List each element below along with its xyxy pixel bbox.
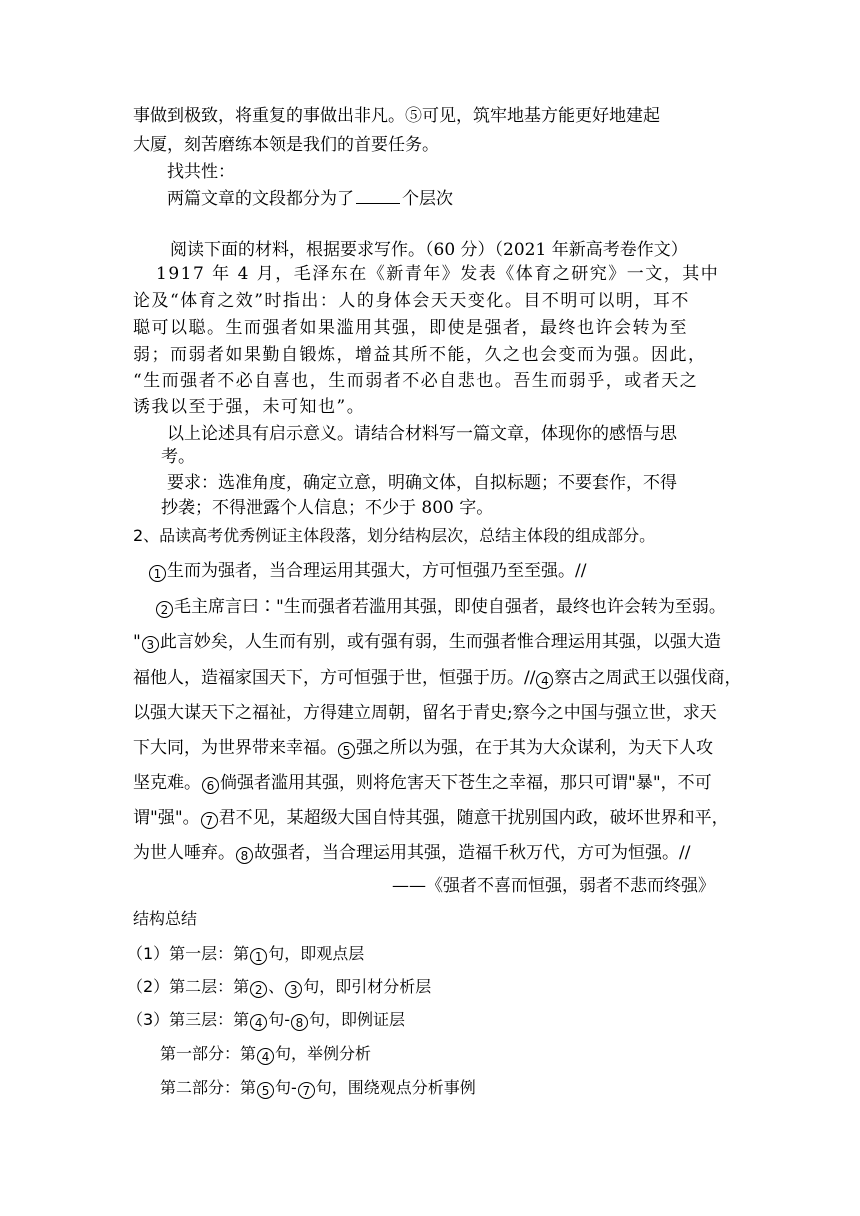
material-line: 1917 年 4 月，毛泽东在《新青年》发表《体育之研究》一文，其中 <box>156 264 720 284</box>
text-segment: （3）第三层：第 <box>127 1010 250 1029</box>
text-segment: 下大同，为世界带来幸福。 <box>133 738 337 758</box>
circled-number: 7 <box>298 1082 315 1099</box>
text-segment: 察古之周武王以强伐商， <box>554 668 742 688</box>
text-segment: 句，即观点层 <box>268 944 365 963</box>
circled-number: 6 <box>202 777 219 794</box>
text-segment: 生而为强者，当合理运用其强大，方可恒强乃至至强。// <box>167 561 587 581</box>
circled-number: 2 <box>156 601 173 618</box>
text-segment: 强之所以为强，在于其为大众谋利，为天下人攻 <box>356 738 713 758</box>
material-line: 聪可以聪。生而强者如果滥用其强，即使是强者，最终也许会转为至 <box>133 318 688 338</box>
summary-row <box>127 943 364 965</box>
text-segment: 君不见，某超级大国自恃其强，随意干扰别国内政，破坏世界和平， <box>218 808 729 828</box>
text-segment: 句- <box>275 1078 297 1097</box>
text-segment: " <box>133 632 141 652</box>
summary-title: 结构总结 <box>133 909 198 928</box>
summary-row <box>127 1009 405 1031</box>
text-segment: 此言妙矣，人生而有别，或有强有弱，生而强者惟合理运用其强，以强大造 <box>159 632 721 652</box>
text-segment: （2）第二层：第 <box>127 977 250 996</box>
fill-blank-line <box>167 187 453 210</box>
text-line: 事做到极致，将重复的事做出非凡。⑤可见，筑牢地基方能更好地建起 <box>133 106 660 126</box>
task-heading: 2、品读高考优秀例证主体段落，划分结构层次，总结主体段的组成部分。 <box>133 526 656 545</box>
summary-subrow <box>160 1043 371 1065</box>
circled-number: 8 <box>291 1014 308 1031</box>
text-segment: 第一部分：第 <box>160 1044 257 1063</box>
example-line <box>148 560 586 582</box>
circled-number: 1 <box>250 948 267 965</box>
example-line: 以强大谋天下之福祉，方得建立周朝，留名于青史;察今之中国与强立世，求天 <box>133 703 717 723</box>
text-segment: 、 <box>268 977 285 996</box>
text-segment: 倘强者滥用其强，则将危害天下苍生之幸福，那只可谓"暴"，不可 <box>220 773 712 793</box>
text-segment: 句- <box>268 1010 290 1029</box>
inspiration-line: 考。 <box>161 447 195 467</box>
circled-number: 4 <box>536 672 553 689</box>
material-line: 诱我以至于强，未可知也”。 <box>133 397 366 417</box>
text-segment: 毛主席言曰∶"生而强者若滥用其强，即使自强者，最终也许会转为至弱。 <box>174 597 726 617</box>
inspiration-line: 以上论述具有启示意义。请结合材料写一篇文章，体现你的感悟与思 <box>167 424 677 444</box>
circled-number: 5 <box>338 742 355 759</box>
text-segment: 两篇文章的文段都分为了 <box>167 189 354 209</box>
summary-row <box>127 976 431 998</box>
example-line <box>133 772 712 794</box>
text-segment: 句，即例证层 <box>308 1010 405 1029</box>
example-line <box>133 807 729 829</box>
circled-number: 5 <box>257 1082 274 1099</box>
text-segment: 第二部分：第 <box>160 1078 257 1097</box>
example-line <box>133 631 721 653</box>
example-line <box>133 737 713 759</box>
circled-number: 8 <box>236 847 253 864</box>
requirement-line: 抄袭；不得泄露个人信息；不少于 800 字。 <box>161 498 494 518</box>
find-common-label: 找共性： <box>167 162 235 182</box>
text-segment: 个层次 <box>402 189 453 209</box>
circled-number: 3 <box>142 636 159 653</box>
example-line <box>133 842 690 864</box>
example-line <box>155 596 726 618</box>
circled-number: 2 <box>250 981 267 998</box>
requirement-line: 要求：选准角度，确定立意，明确文体，自拟标题；不要套作，不得 <box>167 473 677 493</box>
text-segment: 故强者，当合理运用其强，造福千秋万代，方可为恒强。// <box>254 843 691 863</box>
summary-subrow <box>160 1077 476 1099</box>
material-intro: 阅读下面的材料，根据要求写作。（60 分）（2021 年新高考卷作文） <box>170 240 688 260</box>
example-line <box>133 667 741 689</box>
text-segment: 谓"强"。 <box>133 808 200 828</box>
circled-number: 3 <box>285 981 302 998</box>
text-segment: 为世人唾弃。 <box>133 843 235 863</box>
text-segment: （1）第一层：第 <box>127 944 250 963</box>
circled-number: 7 <box>201 812 218 829</box>
material-line: 论及“体育之效”时指出：人的身体会天天变化。目不明可以明，耳不 <box>133 291 690 311</box>
circled-number: 1 <box>149 565 166 582</box>
circled-number: 4 <box>257 1048 274 1065</box>
example-source: ——《强者不喜而恒强，弱者不悲而终强》 <box>392 876 715 896</box>
text-segment: 福他人，造福家国天下，方可恒强于世，恒强于历。// <box>133 668 536 688</box>
material-line: “生而强者不必自喜也，生而弱者不必自悲也。吾生而弱乎，或者天之 <box>133 371 699 391</box>
material-line: 弱；而弱者如果勤自锻炼，增益其所不能，久之也会变而为强。因此， <box>133 345 707 365</box>
text-segment: 句，围绕观点分析事例 <box>315 1078 476 1097</box>
text-segment: 坚克难。 <box>133 773 201 793</box>
text-segment: 句，举例分析 <box>275 1044 372 1063</box>
circled-number: 4 <box>250 1014 267 1031</box>
text-segment: 句，即引材分析层 <box>303 977 432 996</box>
answer-blank[interactable] <box>356 187 400 204</box>
text-line: 大厦，刻苦磨练本领是我们的首要任务。 <box>133 135 439 155</box>
